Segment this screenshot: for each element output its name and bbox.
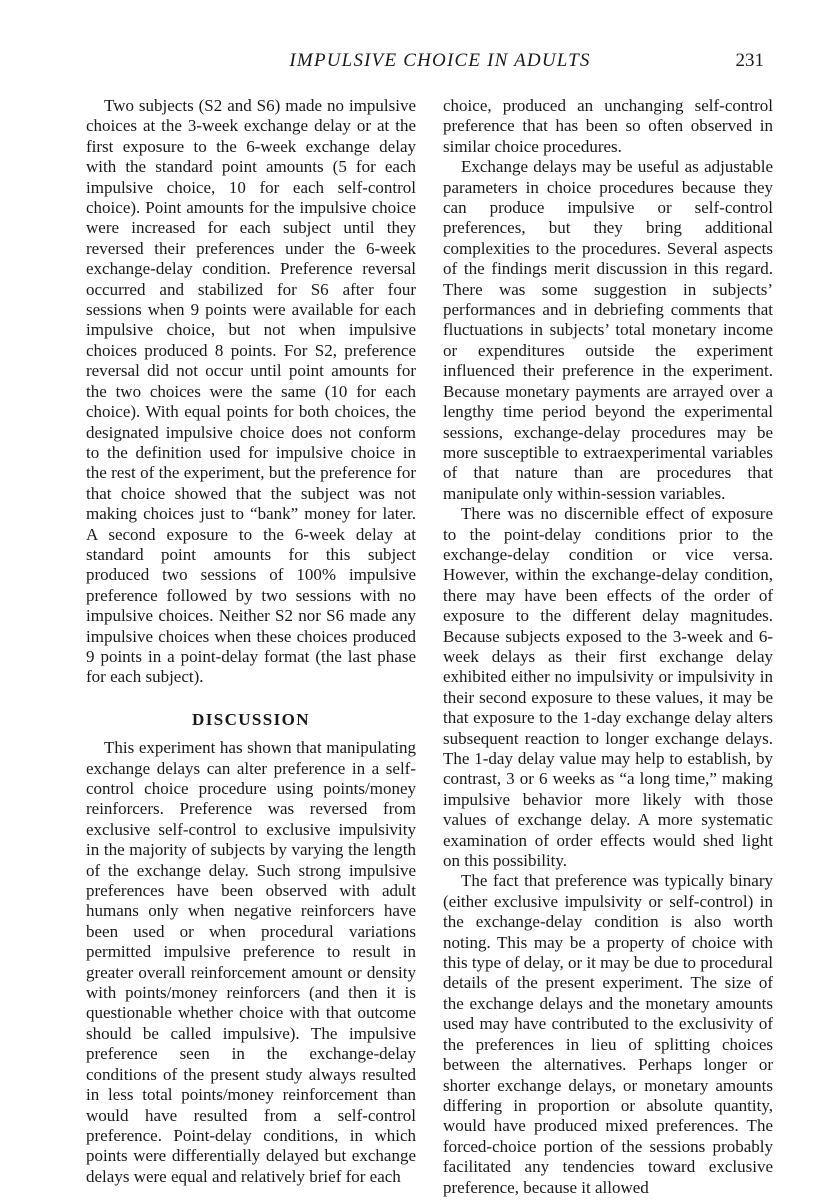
body-paragraph-continued: choice, produced an unchanging self-control preference that has been so often observed in similar choice procedures. xyxy=(443,96,773,156)
body-paragraph: There was no discernible effect of exposure to the point-delay conditions prior to the exchange-delay condition or vice versa. However, within the exchange-delay condition, there may have been effects of the order of exposure to the different delay magnitudes. Because subjects exposed to the 3-week and 6-week delays as their first exchange delay exhibited either no impulsivity or impulsivity in their second exposure to these values, it may be that exposure to the 1-day exchange delay alters subsequent reaction to longer exchange delays. The 1-day delay value may help to establish, by contrast, 3 or 6 weeks as “a long time,” making impulsive behavior more likely with those values of exchange delay. A more systematic examination of order effects would shed light on this possibility. xyxy=(443,504,773,871)
body-paragraph: Two subjects (S2 and S6) made no impulsive choices at the 3-week exchange delay or at the first exposure to the 6-week exchange delay with the standard point amounts (5 for each impulsive choice, 10 for each self-control choice). Point amounts for the impulsive choice were increased for each subject until they reversed their preferences under the 6-week exchange-delay condition. Preference reversal occurred and stabilized for S6 after four sessions when 9 points were available for each impulsive choice, but not when impulsive choices produced 8 points. For S2, preference reversal did not occur until point amounts for the two choices were the same (10 for each choice). With equal points for both choices, the designated impulsive choice does not conform to the definition used for impulsive choice in the rest of the experiment, but the preference for that choice showed that the subject was not making choices just to “bank” money for later. A second exposure to the 6-week delay at standard point amounts for this subject produced two sessions of 100% impulsive preference followed by two sessions with no impulsive choices. Neither S2 nor S6 made any impulsive choices when these choices produced 9 points in a point-delay format (the last phase for each subject). xyxy=(86,96,416,687)
body-paragraph: The fact that preference was typically binary (either exclusive impulsivity or self-control) in the exchange-delay condition is also worth noting. This may be a property of choice with this type of delay, or it may be due to procedural details of the present experiment. The size of the exchange delays and the monetary amounts used may have contributed to the exclusivity of the preferences in lieu of splitting choices between the alternatives. Perhaps longer or shorter exchange delays, or monetary amounts differing in proportion or absolute quantity, would have produced mixed preferences. The forced-choice portion of the sessions probably facilitated any tendencies toward exclusive preference, because it allowed xyxy=(443,871,773,1197)
right-column xyxy=(443,96,773,1198)
section-heading-discussion: DISCUSSION xyxy=(192,709,310,729)
body-paragraph: This experiment has shown that manipulating exchange delays can alter preference in a self-control choice procedure using points/money reinforcers. Preference was reversed from exclusive self-control to exclusive impulsivity in the majority of subjects by varying the length of the exchange delay. Such strong impulsive preferences have been observed with adult humans only when negative reinforcers have been used or when procedural variations permitted impulsive preference to result in greater overall reinforcement amount or density with points/money reinforcers (and then it is questionable whether choice with that outcome should be called impulsive). The impulsive preference seen in the exchange-delay conditions of the present study always resulted in less total points/money reinforcement than would have resulted from a self-control preference. Point-delay conditions, in which points were differentially delayed but exchange delays were equal and relatively brief for each xyxy=(86,738,416,1186)
running-head-title: IMPULSIVE CHOICE IN ADULTS xyxy=(289,50,591,71)
left-column xyxy=(86,96,416,1187)
body-paragraph: Exchange delays may be useful as adjustable parameters in choice procedures because they can produce impulsive or self-control preferences, but they bring additional complexities to the procedures. Several aspects of the findings merit discussion in this regard. There was some suggestion in subjects’ performances and in debriefing comments that fluctuations in subjects’ total monetary income or expenditures outside the experiment influenced their preference in the experiment. Because monetary payments are arrayed over a lengthy time period beyond the experimental sessions, exchange-delay procedures may be more susceptible to extraexperimental variables of that nature than are procedures that manipulate only within-session variables. xyxy=(443,157,773,503)
page-number: 231 xyxy=(735,50,764,71)
